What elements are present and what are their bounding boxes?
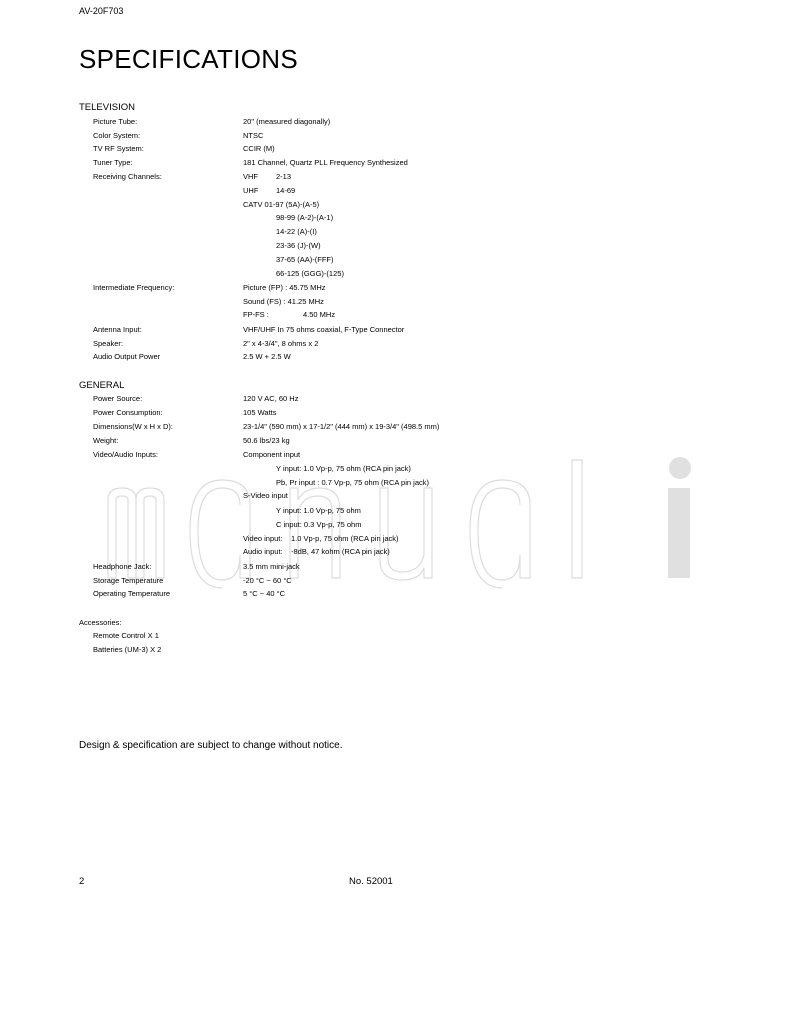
spec-label-audio-output-power: Audio Output Power [93,352,161,361]
spec-value-antenna-input: VHF/UHF In 75 ohms coaxial, F-Type Connector [243,325,405,334]
spec-label-power-source: Power Source: [93,394,143,403]
spec-value-svideo-c: C input: 0.3 Vp-p, 75 ohm [276,520,362,529]
spec-label-fp-fs: FP-FS : [243,310,269,319]
spec-label-video-input: Video input: [243,534,283,543]
spec-value-tuner-type: 181 Channel, Quartz PLL Frequency Synthesized [243,158,408,167]
spec-label-video-audio-inputs: Video/Audio Inputs: [93,450,158,459]
spec-value-dimensions: 23-1/4" (590 mm) x 17-1/2" (444 mm) x 19-3/4" (498.5 mm) [243,422,440,431]
section-heading-general: GENERAL [79,380,125,391]
section-heading-television: TELEVISION [79,102,135,113]
spec-value-picture-frequency: Picture (FP) : 45.75 MHz [243,283,326,292]
spec-value-vhf-band: VHF [243,172,258,181]
spec-value-vhf-range: 2-13 [276,172,292,181]
spec-value-catv-range: 98-99 (A-2)-(A-1) [276,213,334,222]
spec-value-weight: 50.6 lbs/23 kg [243,436,290,445]
spec-value-tv-rf-system: CCIR (M) [243,144,275,153]
spec-value-audio-input: -8dB, 47 kohm (RCA pin jack) [291,547,390,556]
spec-value-speaker: 2" x 4-3/4", 8 ohms x 2 [243,339,319,348]
spec-value-catv-range: 37-65 (AA)-(FFF) [276,255,334,264]
spec-label-operating-temperature: Operating Temperature [93,589,170,598]
model-number: AV-20F703 [79,6,124,16]
accessories-heading: Accessories: [79,618,122,627]
spec-label-receiving-channels: Receiving Channels: [93,172,162,181]
spec-label-dimensions: Dimensions(W x H x D): [93,422,174,431]
spec-value-storage-temperature: -20 °C ~ 60 °C [243,576,292,585]
document-number: No. 52001 [349,876,393,887]
spec-value-catv-range: 14-22 (A)-(I) [276,227,317,236]
spec-label-storage-temperature: Storage Temperature [93,576,164,585]
spec-label-speaker: Speaker: [93,339,124,348]
spec-label-tv-rf-system: TV RF System: [93,144,144,153]
spec-value-power-source: 120 V AC, 60 Hz [243,394,299,403]
change-notice: Design & specification are subject to change without notice. [79,740,343,751]
spec-label-audio-input: Audio input: [243,547,283,556]
accessory-item: Batteries (UM-3) X 2 [93,645,162,654]
spec-label-antenna-input: Antenna Input: [93,325,142,334]
spec-value-audio-output-power: 2.5 W + 2.5 W [243,352,291,361]
spec-value-video-input: 1.0 Vp-p, 75 ohm (RCA pin jack) [291,534,399,543]
spec-label-intermediate-frequency: Intermediate Frequency: [93,283,175,292]
spec-value-uhf-range: 14-69 [276,186,296,195]
spec-value-sound-frequency: Sound (FS) : 41.25 MHz [243,297,324,306]
spec-label-power-consumption: Power Consumption: [93,408,163,417]
spec-value-picture-tube: 20" (measured diagonally) [243,117,331,126]
spec-value-uhf-band: UHF [243,186,259,195]
spec-value-svideo-y: Y input: 1.0 Vp-p, 75 ohm [276,506,361,515]
spec-value-component-y: Y input: 1.0 Vp-p, 75 ohm (RCA pin jack) [276,464,411,473]
spec-value-catv: CATV 01-97 (5A)-(A-5) [243,200,320,209]
page-number: 2 [79,876,85,887]
spec-label-color-system: Color System: [93,131,141,140]
spec-label-weight: Weight: [93,436,119,445]
spec-label-picture-tube: Picture Tube: [93,117,138,126]
page-title: SPECIFICATIONS [79,44,298,74]
accessory-item: Remote Control X 1 [93,631,159,640]
spec-value-headphone-jack: 3.5 mm mini-jack [243,562,300,571]
spec-value-svideo-input: S-Video input [243,491,288,500]
spec-value-catv-range: 66-125 (GGG)-(125) [276,269,344,278]
spec-value-power-consumption: 105 Watts [243,408,277,417]
spec-label-headphone-jack: Headphone Jack: [93,562,152,571]
spec-label-tuner-type: Tuner Type: [93,158,133,167]
spec-value-operating-temperature: 5 °C ~ 40 °C [243,589,286,598]
spec-value-component-pbpr: Pb, Pr input : 0.7 Vp-p, 75 ohm (RCA pin jack) [276,478,429,487]
spec-value-fp-fs: 4.50 MHz [303,310,336,319]
spec-value-color-system: NTSC [243,131,264,140]
spec-value-component-input: Component input [243,450,301,459]
spec-value-catv-range: 23-36 (J)-(W) [276,241,321,250]
